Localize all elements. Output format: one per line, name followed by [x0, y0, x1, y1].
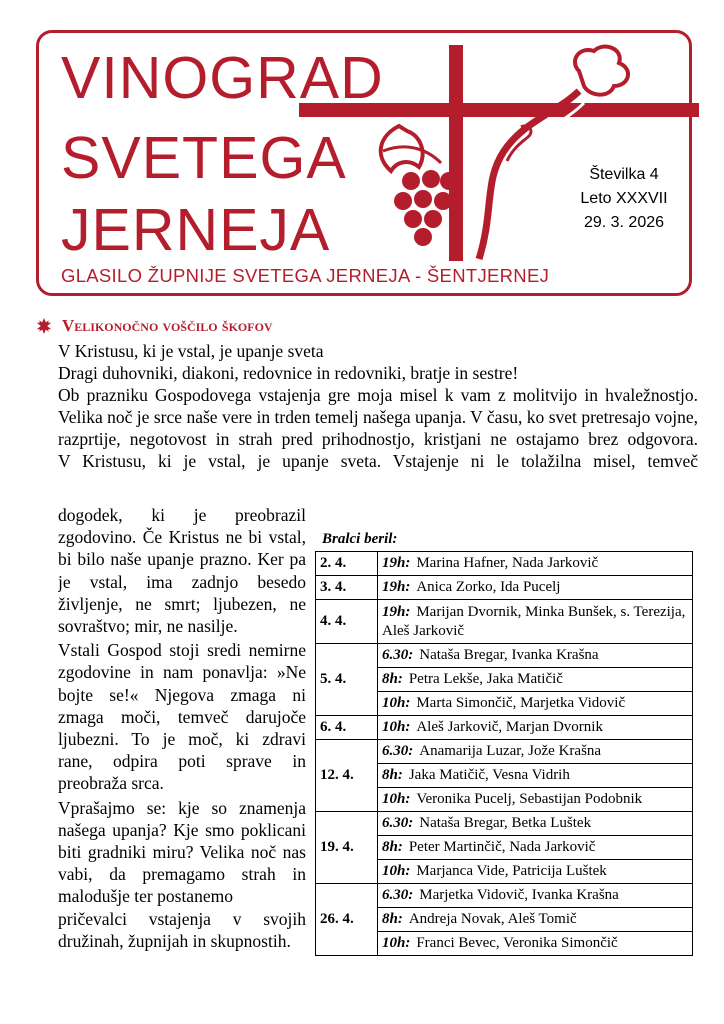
row-names: Petra Lekše, Jaka Matičič: [408, 671, 563, 687]
row-time: 10h:: [382, 863, 411, 879]
text-line: ljubezni. To je moč, ki zdravi: [58, 729, 306, 750]
masthead-title-line2: SVETEGA: [61, 125, 347, 191]
row-entry: [378, 600, 693, 644]
row-names: Marta Simončič, Marjetka Vidovič: [416, 695, 626, 711]
row-time: 8h:: [382, 671, 403, 687]
row-date: 19. 4.: [316, 812, 378, 884]
row-entry: [378, 908, 693, 932]
row-date: 5. 4.: [316, 644, 378, 716]
row-names: Peter Martinčič, Nada Jarkovič: [408, 839, 596, 855]
row-entry: [378, 812, 693, 836]
text-line: zgodovine in nam ponavlja: »Ne: [58, 662, 306, 683]
intro-line2: Dragi duhovniki, diakoni, redovnice in redovniki, bratje in sestre!: [58, 363, 519, 383]
text-line: dogodek, ki je preobrazil: [58, 505, 306, 525]
row-time: 19h:: [382, 555, 411, 571]
row-names: Veronika Pucelj, Sebastijan Podobnik: [416, 791, 643, 807]
row-entry: [378, 836, 693, 860]
row-time: 10h:: [382, 791, 411, 807]
row-names: Nataša Bregar, Betka Luštek: [419, 815, 592, 831]
row-entry: [378, 552, 693, 576]
text-line: biti gradniki miru? Velika noč nas: [58, 842, 306, 863]
row-time: 19h:: [382, 579, 411, 595]
readers-table: [315, 551, 693, 956]
row-time: 8h:: [382, 767, 403, 783]
row-time: 10h:: [382, 935, 411, 951]
row-entry: [378, 788, 693, 812]
issue-year: Leto XXXVII: [580, 190, 668, 207]
masthead-title-line3: JERNEJA: [61, 197, 331, 263]
row-entry: [378, 884, 693, 908]
intro-line1: V Kristusu, ki je vstal, je upanje sveta: [58, 341, 324, 361]
table-row: [316, 812, 693, 836]
issue-info: [564, 163, 684, 235]
text-line: preobraža srca.: [58, 773, 164, 794]
article-left-column: [58, 504, 306, 952]
row-names: Anamarija Luzar, Jože Krašna: [419, 743, 602, 759]
row-entry: [378, 668, 693, 692]
star-icon: [36, 318, 52, 334]
row-date: 6. 4.: [316, 716, 378, 740]
row-time: 6.30:: [382, 815, 414, 831]
masthead: [36, 30, 692, 296]
row-time: 10h:: [382, 719, 411, 735]
row-entry: [378, 576, 693, 600]
table-row: [316, 644, 693, 668]
intro-paragraph: Ob prazniku Gospodovega vstajenja gre moja misel k vam z molitvijo in hvaležnostjo. Velika noč je srce naše vere in trden temelj našega upanja. V času, ko svet pretresajo vojne, razprtije, negotovost in strah pred prihodnostjo, kristjani ne ostajamo brez odgovora.: [58, 385, 698, 449]
row-entry: [378, 860, 693, 884]
row-entry: [378, 716, 693, 740]
text-line: Vstali Gospod stoji sredi nemirne: [58, 640, 306, 661]
row-time: 6.30:: [382, 647, 414, 663]
text-line: je vstal, ima zadnjo besedo: [58, 571, 306, 592]
intro-paragraph2-start: V Kristusu, ki je vstal, je upanje sveta. Vstajenje ni le tolažilna misel, temveč: [58, 451, 698, 471]
text-line: našega upanja? Kje smo poklicani: [58, 819, 306, 840]
masthead-title-line1: VINOGRAD: [61, 45, 384, 111]
text-line: zgodovino. Če Kristus ne bi vstal,: [58, 527, 306, 548]
row-time: 10h:: [382, 695, 411, 711]
row-names: Nataša Bregar, Ivanka Krašna: [419, 647, 599, 663]
row-entry: [378, 644, 693, 668]
row-date: 3. 4.: [316, 576, 378, 600]
row-names: Anica Zorko, Ida Pucelj: [416, 579, 561, 595]
row-date: 12. 4.: [316, 740, 378, 812]
text-line: bi bilo naše upanje prazno. Ker pa: [58, 549, 306, 570]
text-line: rane, odpira poti sprave in: [58, 751, 306, 772]
row-names: Marina Hafner, Nada Jarkovič: [416, 555, 599, 571]
row-entry: [378, 692, 693, 716]
table-row: [316, 576, 693, 600]
text-line: sovraštvo; mir, ne nasilje.: [58, 616, 238, 637]
row-time: 8h:: [382, 839, 403, 855]
text-line: družinah, župnijah in skupnostih.: [58, 930, 291, 951]
article-intro: [58, 340, 698, 472]
row-time: 6.30:: [382, 887, 414, 903]
row-names: Andreja Novak, Aleš Tomič: [408, 911, 577, 927]
table-row: [316, 552, 693, 576]
row-names: Marjetka Vidovič, Ivanka Krašna: [419, 887, 619, 903]
row-time: 8h:: [382, 911, 403, 927]
text-line: malodušje ter postanemo: [58, 886, 233, 907]
table-row: [316, 740, 693, 764]
row-entry: [378, 932, 693, 956]
issue-number: Številka 4: [589, 166, 659, 183]
table-row: [316, 600, 693, 644]
row-names: Marijan Dvornik, Minka Bunšek, s. Terezija, Aleš Jarkovič: [382, 603, 686, 639]
row-names: Jaka Matičič, Vesna Vidrih: [408, 767, 570, 783]
table-row: [316, 716, 693, 740]
text-line: zmaga moči, temveč darujoče: [58, 706, 306, 727]
row-time: 6.30:: [382, 743, 414, 759]
row-entry: [378, 740, 693, 764]
row-date: 26. 4.: [316, 884, 378, 956]
text-line: Vprašajmo se: kje so znamenja: [58, 797, 306, 818]
text-line: življenje, ne smrt; ljubezen, ne: [58, 593, 306, 614]
row-date: 2. 4.: [316, 552, 378, 576]
row-names: Marjanca Vide, Patricija Luštek: [416, 863, 607, 879]
article-title: Velikonočno voščilo škofov: [62, 316, 273, 335]
issue-date: 29. 3. 2026: [583, 214, 665, 231]
masthead-subtitle: GLASILO ŽUPNIJE SVETEGA JERNEJA - ŠENTJERNEJ: [61, 265, 550, 286]
table-row: [316, 884, 693, 908]
section-heading: [36, 315, 273, 337]
row-date: 4. 4.: [316, 600, 378, 644]
readers-title: Bralci beril:: [322, 531, 398, 547]
text-line: bojte se!« Njegova zmaga ni: [58, 684, 306, 705]
text-line: vabi, da premagamo strah in: [58, 864, 306, 885]
text-line: pričevalci vstajenja v svojih: [58, 908, 306, 929]
row-names: Aleš Jarkovič, Marjan Dvornik: [416, 719, 603, 735]
row-names: Franci Bevec, Veronika Simončič: [416, 935, 618, 951]
row-time: 19h:: [382, 603, 411, 620]
row-entry: [378, 764, 693, 788]
